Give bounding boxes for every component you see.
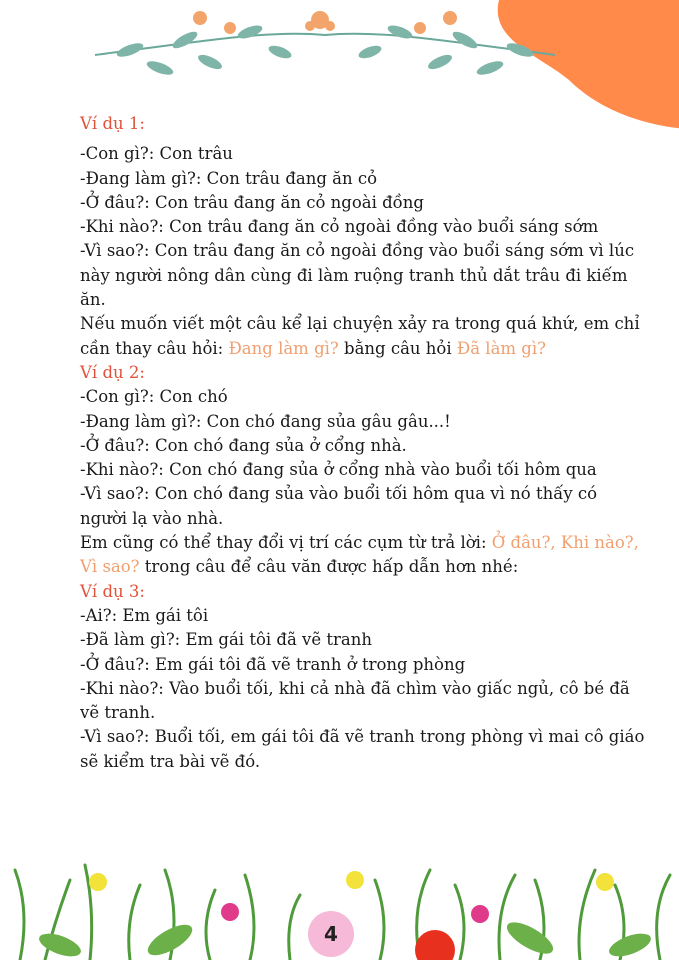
example-1-line: -Con gì?: Con trâu: [80, 144, 233, 164]
highlight-question: Đã làm gì?: [456, 338, 546, 358]
note-1-line-2: [80, 337, 655, 361]
example-3-title: Ví dụ 3:: [80, 581, 145, 601]
example-1-line: này người nông dân cùng đi làm ruộng tranh thủ dắt trâu đi kiếm: [80, 265, 628, 285]
highlight-question: Ở đâu?, Khi nào?,: [491, 533, 639, 553]
example-3-line: -Khi nào?: Vào buổi tối, khi cả nhà đã chìm vào giấc ngủ, cô bé đã: [80, 678, 630, 698]
example-3-line: sẽ kiểm tra bài vẽ đó.: [80, 751, 261, 771]
example-2-line: -Ở đâu?: Con chó đang sủa ở cổng nhà.: [80, 435, 407, 455]
note-1-line-1: Nếu muốn viết một câu kể lại chuyện xảy ra trong quá khứ, em chỉ: [80, 314, 640, 334]
example-3-line: -Ở đâu?: Em gái tôi đã vẽ tranh ở trong phòng: [80, 654, 466, 674]
example-3-line: vẽ tranh.: [80, 703, 156, 723]
example-2-line: -Vì sao?: Con chó đang sủa vào buổi tối hôm qua vì nó thấy có: [80, 484, 598, 504]
note-text: bằng câu hỏi: [338, 338, 457, 358]
note-text: cần thay câu hỏi:: [80, 338, 229, 358]
example-3-line: -Đã làm gì?: Em gái tôi đã vẽ tranh: [80, 630, 372, 650]
example-1-line: -Khi nào?: Con trâu đang ăn cỏ ngoài đồng vào buổi sáng sớm: [80, 217, 599, 237]
example-2-line: -Con gì?: Con chó: [80, 387, 228, 407]
floral-garland-decoration: [90, 0, 560, 90]
document-body: [80, 112, 655, 774]
highlight-question: Đang làm gì?: [228, 338, 339, 358]
note-text: Em cũng có thể thay đổi vị trí các cụm từ trả lời:: [80, 533, 492, 553]
note-text: trong câu để câu văn được hấp dẫn hơn nhé:: [139, 557, 519, 577]
example-2-line: -Đang làm gì?: Con chó đang sủa gâu gâu...!: [80, 411, 451, 431]
highlight-question: Vì sao?: [80, 557, 140, 577]
example-1-line: -Vì sao?: Con trâu đang ăn cỏ ngoài đồng vào buổi sáng sớm vì lúc: [80, 241, 635, 261]
example-3-line: -Vì sao?: Buổi tối, em gái tôi đã vẽ tranh trong phòng vì mai cô giáo: [80, 727, 645, 747]
note-2-line-1: [80, 531, 655, 555]
page-number-badge: 4: [308, 911, 354, 957]
example-2-title: Ví dụ 2:: [80, 362, 145, 382]
example-2-line: -Khi nào?: Con chó đang sủa ở cổng nhà vào buổi tối hôm qua: [80, 460, 597, 480]
example-3-line: -Ai?: Em gái tôi: [80, 605, 209, 625]
example-1-line: ăn.: [80, 290, 106, 310]
note-2-line-2: [80, 555, 655, 579]
example-1-line: -Đang làm gì?: Con trâu đang ăn cỏ: [80, 168, 378, 188]
example-2-line: người lạ vào nhà.: [80, 508, 224, 528]
example-1-line: -Ở đâu?: Con trâu đang ăn cỏ ngoài đồng: [80, 192, 424, 212]
example-1-title: Ví dụ 1:: [80, 114, 145, 133]
